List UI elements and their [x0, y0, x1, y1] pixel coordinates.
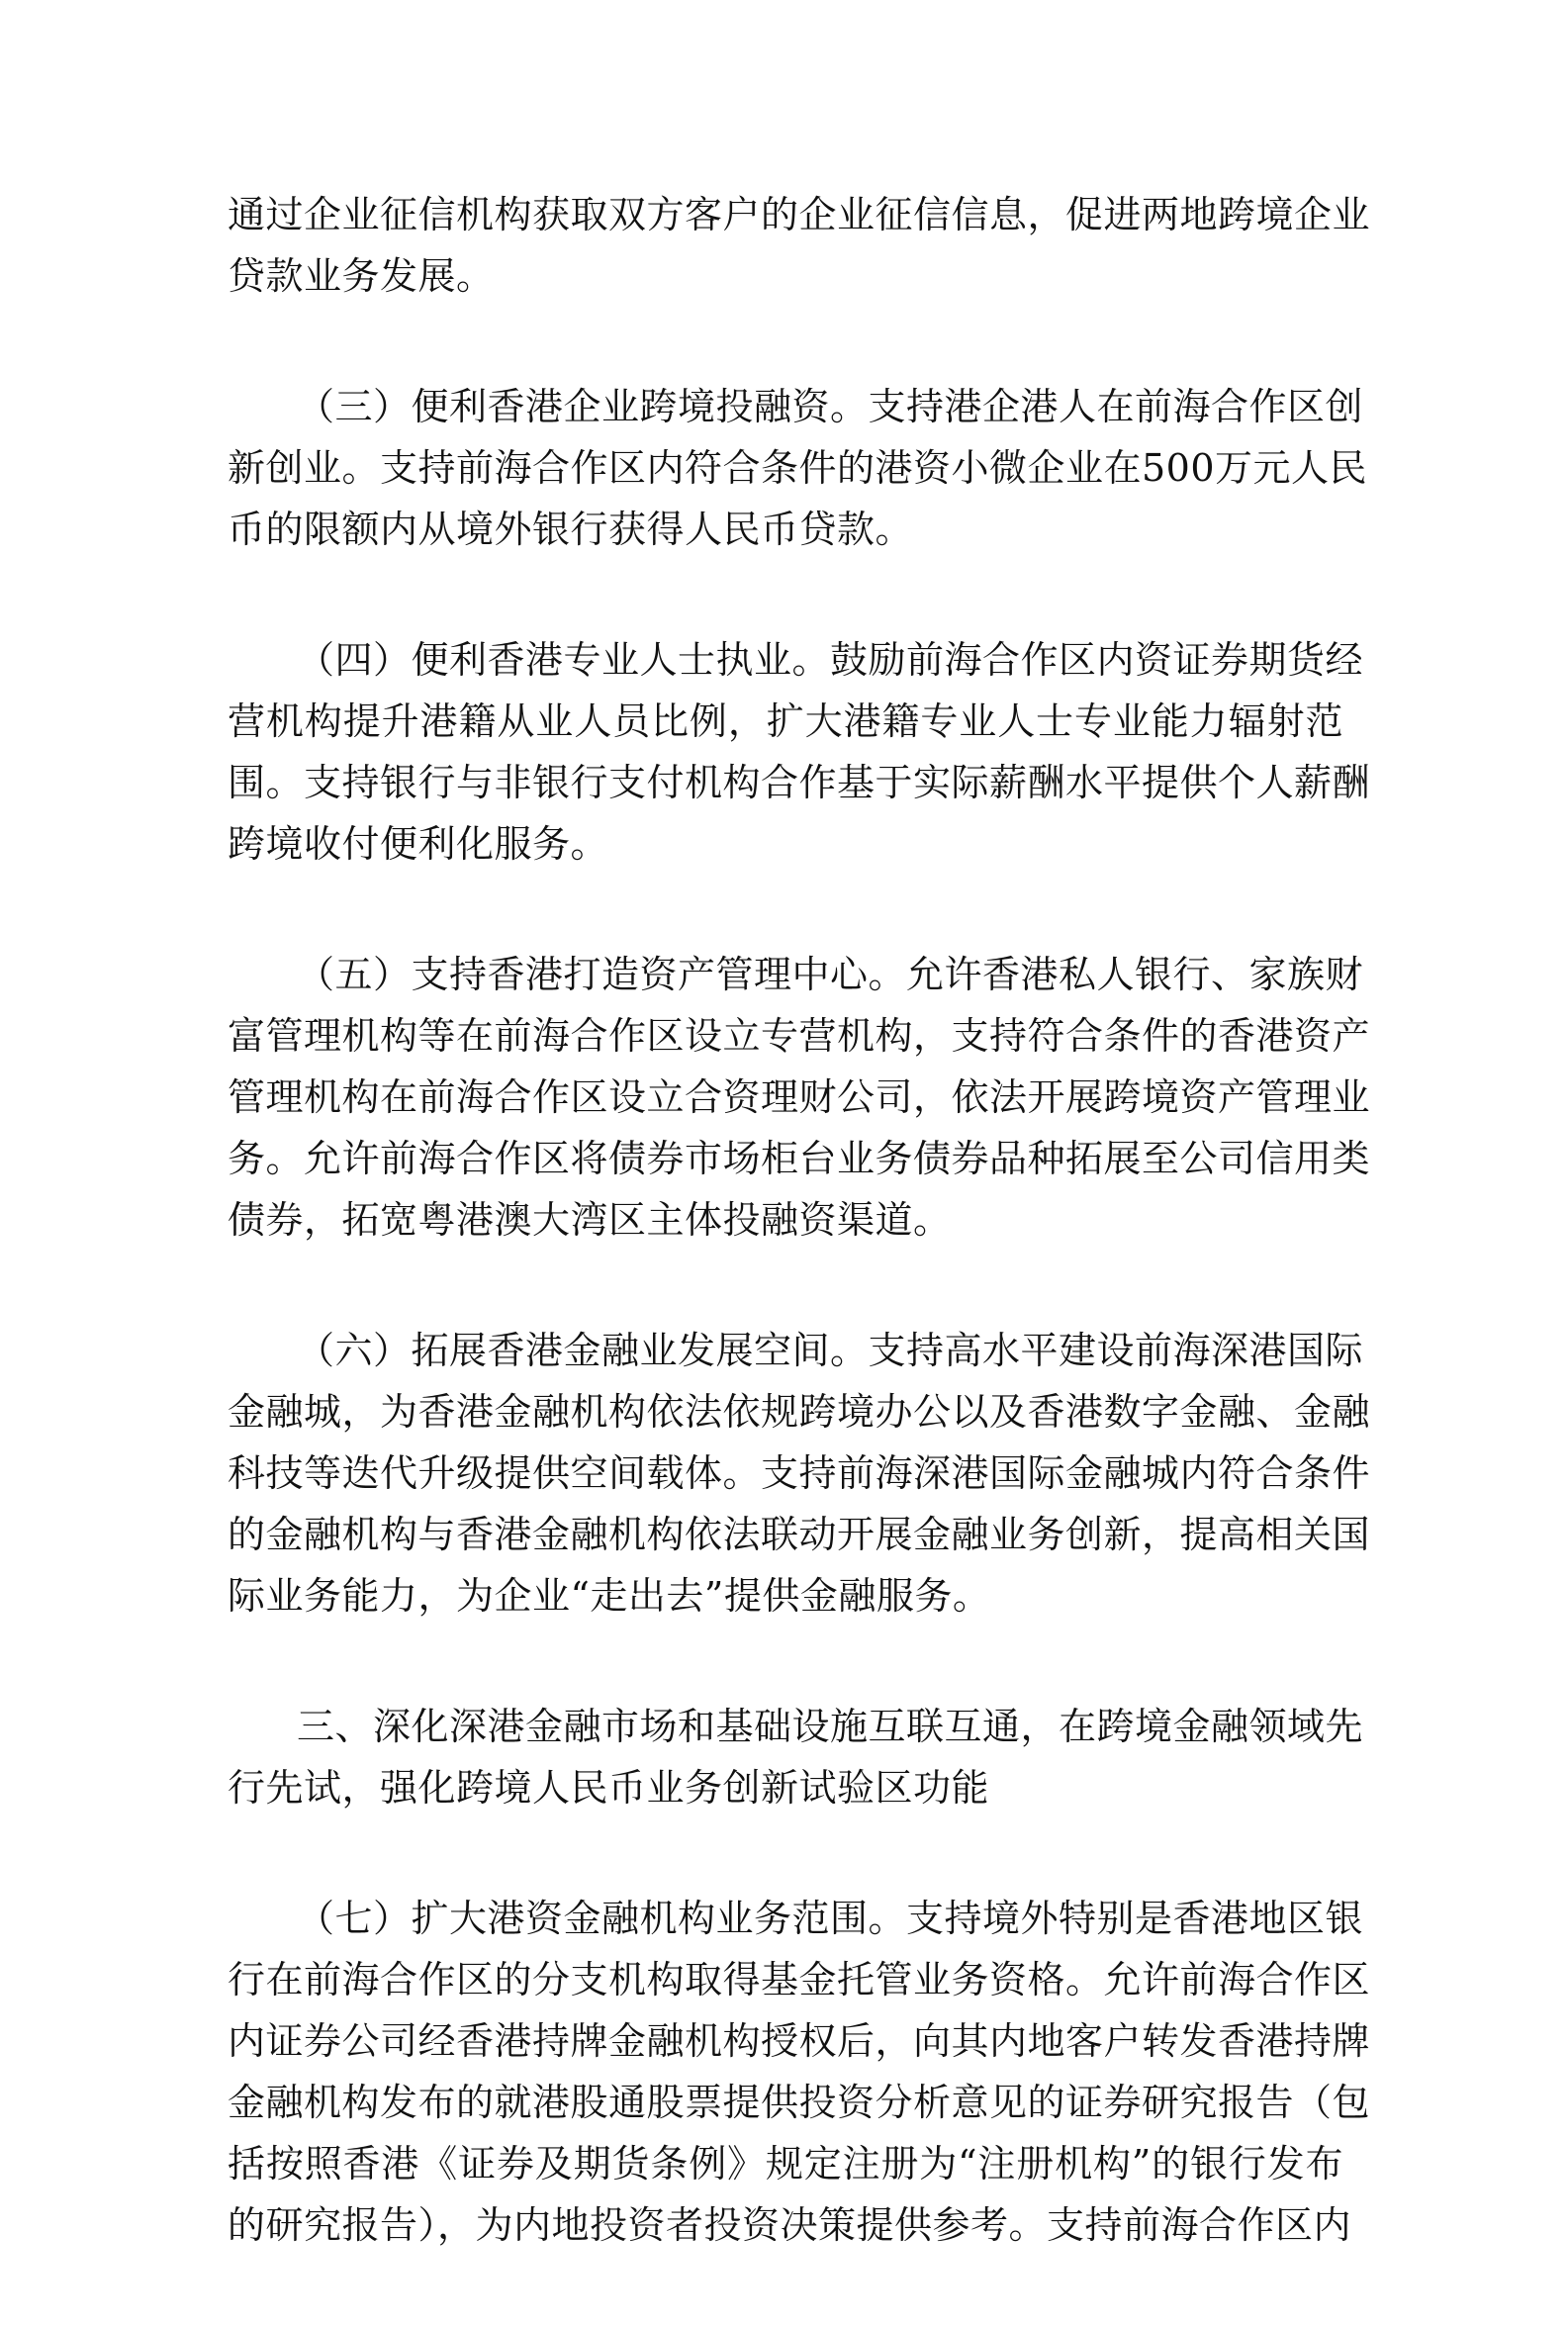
- text-line: 括按照香港《证券及期货条例》规定注册为“注册机构”的银行发布: [228, 2142, 1343, 2186]
- paragraph-continuation: [228, 184, 1371, 307]
- paragraph-item-3: [228, 376, 1368, 560]
- text-line: 管理机构在前海合作区设立合资理财公司，依法开展跨境资产管理业: [228, 1075, 1371, 1119]
- text-line: 内证券公司经香港持牌金融机构授权后，向其内地客户转发香港持牌: [228, 2019, 1371, 2063]
- text-line: （三）便利香港企业跨境投融资。支持港企港人在前海合作区创: [297, 385, 1364, 428]
- text-line: 三、深化深港金融市场和基础设施互联互通，在跨境金融领域先: [297, 1705, 1364, 1748]
- text-line: 行先试，强化跨境人民币业务创新试验区功能: [228, 1766, 990, 1810]
- text-line: （七）扩大港资金融机构业务范围。支持境外特别是香港地区银: [297, 1897, 1364, 1940]
- text-line: （四）便利香港专业人士执业。鼓励前海合作区内资证券期货经: [297, 638, 1364, 682]
- text-line: 债券，拓宽粤港澳大湾区主体投融资渠道。: [228, 1198, 952, 1242]
- text-line: 际业务能力，为企业“走出去”提供金融服务。: [228, 1574, 991, 1618]
- document-body: [228, 184, 1371, 2325]
- paragraph-item-4: [228, 629, 1371, 875]
- paragraph-item-6: [228, 1320, 1371, 1627]
- text-line: 金融机构发布的就港股通股票提供投资分析意见的证券研究报告（包: [228, 2081, 1371, 2124]
- text-line: 贷款业务发展。: [228, 254, 495, 298]
- text-line: （五）支持香港打造资产管理中心。允许香港私人银行、家族财: [297, 953, 1364, 996]
- paragraph-item-5: [228, 944, 1371, 1251]
- text-line: 行在前海合作区的分支机构取得基金托管业务资格。允许前海合作区: [228, 1958, 1371, 2001]
- text-line: 务。允许前海合作区将债券市场柜台业务债券品种拓展至公司信用类: [228, 1137, 1371, 1180]
- text-line: 通过企业征信机构获取双方客户的企业征信信息，促进两地跨境企业: [228, 193, 1371, 236]
- text-line: （六）拓展香港金融业发展空间。支持高水平建设前海深港国际: [297, 1329, 1364, 1372]
- text-line: 跨境收付便利化服务。: [228, 822, 609, 866]
- text-line: 围。支持银行与非银行支付机构合作基于实际薪酬水平提供个人薪酬: [228, 761, 1371, 804]
- text-line: 金融城，为香港金融机构依法依规跨境办公以及香港数字金融、金融: [228, 1390, 1371, 1434]
- text-line: 营机构提升港籍从业人员比例，扩大港籍专业人士专业能力辐射范: [228, 699, 1343, 743]
- paragraph-item-7: [228, 1888, 1371, 2256]
- text-line: 富管理机构等在前海合作区设立专营机构，支持符合条件的香港资产: [228, 1014, 1371, 1058]
- text-line: 新创业。支持前海合作区内符合条件的港资小微企业在500万元人民: [228, 446, 1368, 490]
- text-line: 币的限额内从境外银行获得人民币贷款。: [228, 508, 914, 551]
- text-line: 的研究报告），为内地投资者投资决策提供参考。支持前海合作区内: [228, 2203, 1352, 2247]
- section-heading-3: [228, 1696, 1364, 1818]
- text-line: 科技等迭代升级提供空间载体。支持前海深港国际金融城内符合条件: [228, 1451, 1371, 1495]
- text-line: 的金融机构与香港金融机构依法联动开展金融业务创新，提高相关国: [228, 1513, 1371, 1556]
